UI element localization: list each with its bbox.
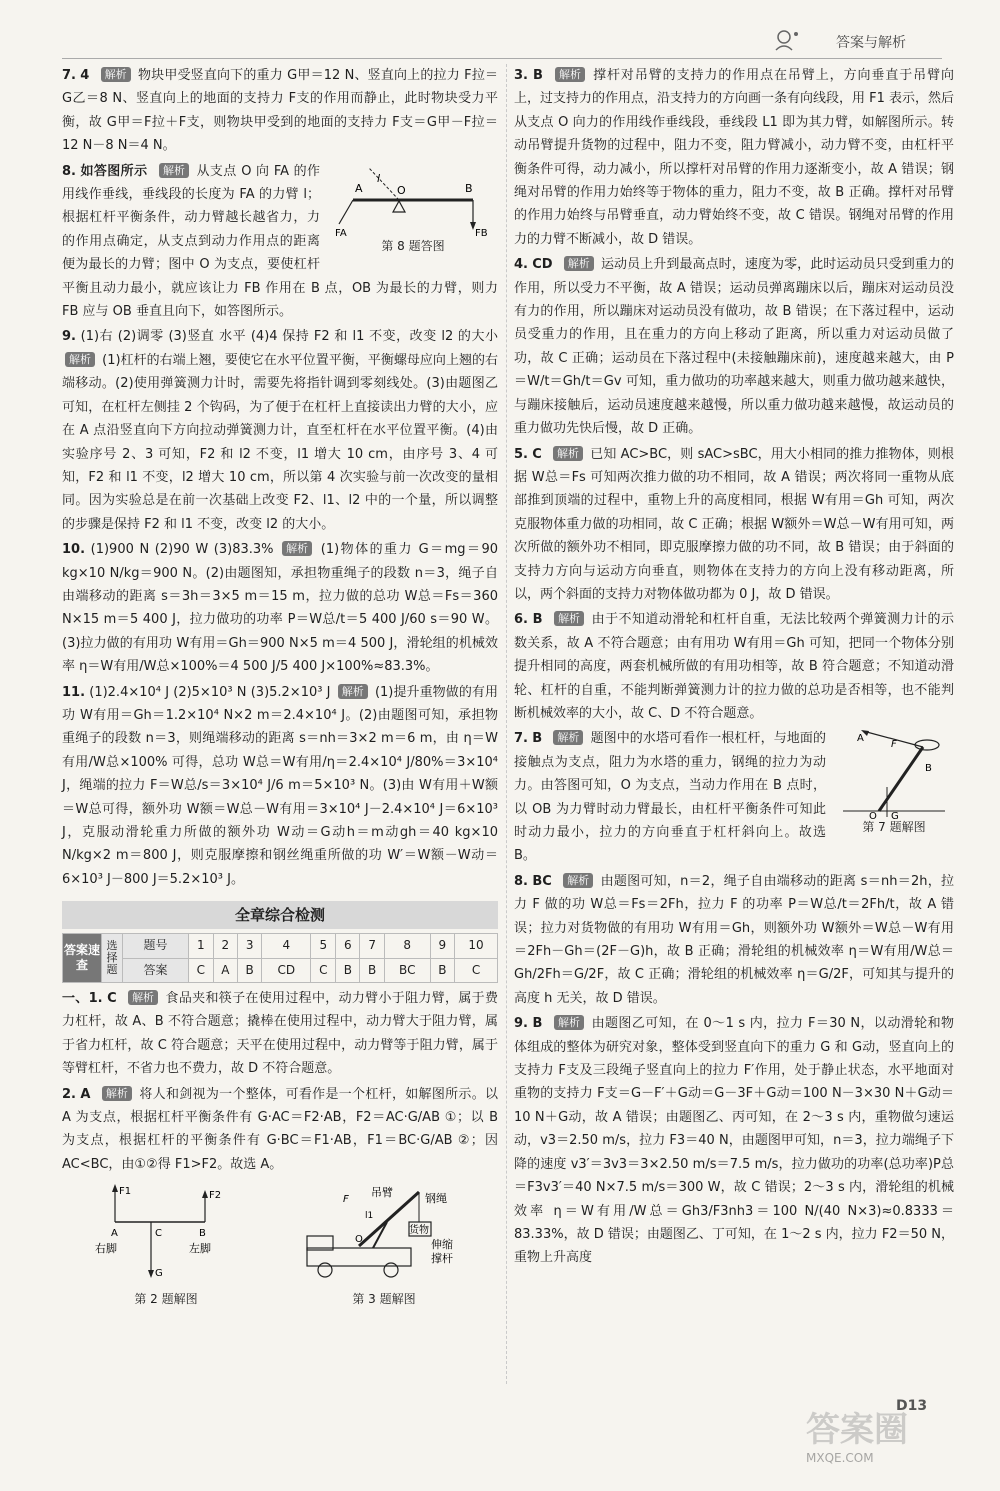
- reader-icon: [772, 28, 812, 52]
- svg-text:右脚: 右脚: [95, 1242, 117, 1256]
- cell-answer: B: [360, 958, 384, 982]
- answer-text: (1)2.4×10⁴ J (2)5×10³ N (3)5.2×10³ J: [89, 684, 331, 700]
- question-number: 8.: [62, 163, 76, 179]
- fulcrum-icon: [393, 201, 405, 212]
- cell-number: 3: [237, 934, 261, 958]
- answer-text: C: [107, 991, 117, 1007]
- question-number: 8.: [514, 873, 528, 889]
- svg-text:B: B: [925, 763, 932, 775]
- svg-text:O: O: [869, 811, 877, 820]
- analysis-text: 由于不知道动滑轮和杠杆自重，无法比较两个弹簧测力计的示数关系，故 A 不符合题意；由有用功 W有用＝Gh 可知，把同一个物体分别提升相同的高度，两套机械所做的有用功相等，故 B 符合题意；不知道动滑轮、杠杆的自重，不能判断弹簧测力计的拉力做的总功是否相等，也不能判断机械效率的大小，故 C、D 不符合题意。: [514, 612, 954, 721]
- answer-text: B: [532, 731, 543, 747]
- cell-answer: B: [237, 958, 261, 982]
- left-column: [62, 64, 498, 1307]
- analysis-text: (1)杠杆的右端上翘，要使它在水平位置平衡，平衡螺母应向上翘的右端移动。(2)使用弹簧测力计时，需要先将指针调到零刻线处。(3)由题图乙可知，在杠杆左侧挂 2 个钩码，为了便于在杠杆上直接读出力臂的大小，应在 A 点沿竖直向下方向拉动弹簧测力计，直至杠杆在水平位置平衡。(4)由实验序号 2、3 可知，F2 和 l2 不变，l1 增大 10 cm，由序号 3、4 可知，F2 和 l1 不变，l2 增大 10 cm，所以第 4 次实验与前一次改变的量相同。因为实验总是在前一次基础上改变 F2、l1、l2 中的一个量，所以调整的步骤是保持 F2 和 l1 不变，改变 l2 的大小。: [62, 352, 498, 532]
- question-number: 6.: [514, 612, 528, 628]
- question-number: 2.: [62, 1086, 76, 1102]
- question-number: 5.: [514, 446, 528, 462]
- svg-text:C: C: [155, 1228, 162, 1240]
- label-fa: FA: [335, 227, 347, 238]
- answer-text: C: [532, 446, 542, 462]
- analysis-text: 由题图可知，n＝2，绳子自由端移动的距离 s＝nh＝2h，拉力 F 做的功 W总＝Fs＝2Fh，拉力 F 的功率 P＝W总/t＝2Fh/t，故 A 错误；拉力对货物做的有用功 W有用＝Gh，则额外功 W额外＝W总－W有用＝2Fh－Gh＝(2F－G)h，故 B 正确；滑轮组的机械效率 η＝W有用/W总＝Gh/2Fh＝G/2F，故 C 正确；滑轮组的机械效率 η＝G/2F，可知其与提升的高度 h 无关，故 D 错误。: [514, 873, 954, 1006]
- answer-item-r9: [514, 1012, 954, 1269]
- analysis-text: 物块甲受竖直向下的重力 G甲＝12 N、竖直向上的拉力 F拉＝G乙＝8 N、竖直向上的地面的支持力 F支的作用而静止，此时物块受力平衡，故 G甲＝F拉＋F支，则物块甲受到的地面的支持力 F支＝G甲－F拉＝12 N－8 N＝4 N。: [62, 68, 498, 154]
- analysis-tag: 解析: [282, 541, 312, 556]
- figure-caption: 第 8 题答图: [381, 238, 445, 253]
- answer-text: 4: [80, 68, 90, 83]
- answer-text: B: [532, 1016, 543, 1032]
- analysis-tag: 解析: [564, 256, 594, 271]
- svg-text:G: G: [891, 811, 899, 820]
- cell-answer: B: [336, 958, 360, 982]
- analysis-text: (1)提升重物做的有用功 W有用＝Gh＝1.2×10⁴ N×2 m＝2.4×10⁴ J。(2)由题图可知，承担物重绳子的段数 n＝3，则绳端移动的距离 s＝nh＝3×2 m＝6 m，由 η＝W有用/W总×100% 可得，总功 W总＝W有用/η＝2.4×10⁴ J/80%＝3×10⁴ J，绳端的拉力 F＝W总/s＝3×10⁴ J/6 m＝5×10³ N。(3)由 W有用＋W额＝W总可得，额外功 W额＝W总－W有用＝3×10⁴ J－2.4×10⁴ J＝6×10³ J，克服动滑轮重力所做的额外功 W动＝G动h＝m动gh＝40 kg×10 N/kg×2 m＝800 J，则克服摩擦和钢丝绳重所做的功 W′＝W额－W动＝6×10³ J－800 J＝5.2×10³ J。: [62, 684, 499, 887]
- cell-number: 6: [336, 934, 360, 958]
- analysis-tag: 解析: [338, 684, 368, 699]
- cell-answer: A: [213, 958, 237, 982]
- cell-answer: C: [455, 958, 498, 982]
- svg-text:伸缩: 伸缩: [431, 1238, 453, 1252]
- answer-item-r7: [514, 727, 954, 867]
- answer-text: B: [532, 612, 543, 628]
- question-type-label: 选择题: [102, 934, 123, 983]
- cell-number: 2: [213, 934, 237, 958]
- cell-number: 5: [311, 934, 336, 958]
- label-o: O: [397, 183, 406, 197]
- cell-number: 4: [262, 934, 311, 958]
- arrow-icon: [112, 1184, 118, 1192]
- tank-icon: [915, 740, 939, 750]
- figure-7: [834, 727, 954, 835]
- question-number: 9.: [62, 329, 76, 345]
- crane-diagram: [299, 1182, 469, 1282]
- answer-text: CD: [532, 257, 553, 273]
- answer-text: A: [80, 1086, 91, 1102]
- answer-item-10: [62, 538, 498, 678]
- cell-answer: C: [311, 958, 336, 982]
- answer-item-7: [62, 64, 498, 158]
- watermark-logo: [806, 1402, 990, 1482]
- question-number: 7.: [514, 731, 528, 747]
- svg-text:货物: 货物: [409, 1225, 429, 1237]
- figure-3: [299, 1182, 469, 1306]
- label-b: B: [465, 181, 473, 195]
- row-label-answer: 答案: [123, 958, 189, 982]
- cell-number: 7: [360, 934, 384, 958]
- analysis-text: 由题图乙可知，在 0～1 s 内，拉力 F＝30 N，以动滑轮和物体组成的整体为研究对象，整体受到竖直向下的重力 G 和 G动，竖直向上的支持力 F支及三段绳子竖直向上的拉力 F′作用，处于静止状态，水平地面对重物的支持力 F支＝G－F′＋G动＝G－3F＋G动＝100 N－3×30 N＋G动＝10 N＋G动，故 A 错误；由题图乙、丙可知，在 2～3 s 内，重物做匀速运动，v3＝2.50 m/s，拉力 F3＝40 N，由题图甲可知，n＝3，拉力端绳子下降的速度 v3′＝3v3＝3×2.50 m/s＝7.5 m/s，拉力做功的功率(总功率)P总＝F3v3′＝40 N×7.5 m/s＝300 W，故 C 错误；2～3 s 内，滑轮组的机械效率 η＝W有用/W总＝Gh3/F3nh3＝100 N/(40 N×3)≈0.8333＝83.33%，故 D 错误；由题图乙、丁可知，在 1～2 s 内，拉力 F2＝50 N，重物上升高度: [514, 1016, 955, 1266]
- figure-8: [328, 160, 498, 254]
- answer-text: BC: [532, 873, 552, 889]
- analysis-tag: 解析: [553, 730, 583, 745]
- analysis-tag: 解析: [159, 163, 189, 178]
- analysis-text: 食品夹和筷子在使用过程中，动力臂小于阻力臂，属于费力杠杆，故 A、B 不符合题意；撬棒在使用过程中，动力臂大于阻力臂，属于省力杠杆，故 C 符合题意；天平在使用过程中，动力臂等于阻力臂，属于等臂杠杆，不省力也不费力，故 D 不符合题意。: [62, 991, 498, 1077]
- lever-diagram: [333, 160, 493, 238]
- column-divider: [506, 64, 507, 1384]
- svg-text:F: F: [891, 739, 897, 751]
- watermark-logo-text: 答案圈: [806, 1410, 908, 1450]
- svg-text:F2: F2: [209, 1190, 222, 1202]
- answer-item-r3: [514, 64, 954, 251]
- analysis-text: 题图中的水塔可看作一根杠杆，与地面的接触点为支点，阻力为水塔的重力，钢绳的拉力为动力。由答图可知，O 为支点，当动力作用在 B 点时，以 OB 为力臂时动力臂最长，由杠杆平衡条件可知此时动力最小，拉力的方向垂直于杠杆斜向上。故选 B。: [514, 731, 826, 864]
- answer-text: (1)右 (2)调零 (3)竖直 水平 (4)4 保持 F2 和 l1 不变，改变 l2 的大小: [80, 329, 498, 345]
- question-number: 一、1.: [62, 991, 103, 1007]
- svg-text:B: B: [199, 1228, 206, 1240]
- analysis-text: 从支点 O 向 FA 的作用线作垂线，垂线段的长度为 FA 的力臂 l；根据杠杆平衡条件，动力臂越长越省力，力的作用点确定，从支点到动力作用点的距离便为最长的力臂；图中 O 为支点，要使杠杆平衡且动力最小，就应该让力 FB 作用在 B 点，OB 为最长的力臂，则力 FB 应与 OB 垂直且向下，如答图所示。: [62, 163, 498, 320]
- right-column: [514, 64, 954, 1272]
- analysis-tag: 解析: [554, 1015, 584, 1030]
- analysis-tag: 解析: [555, 67, 585, 82]
- analysis-tag: 解析: [553, 446, 583, 461]
- header-rule: [62, 58, 942, 59]
- figure-2: [91, 1182, 241, 1306]
- answer-text: (1)900 N (2)90 W (3)83.3%: [90, 542, 274, 558]
- figure-caption: 第 7 题解图: [862, 820, 926, 835]
- analysis-tag: 解析: [563, 873, 593, 888]
- answer-item-b1: [62, 987, 498, 1081]
- svg-text:A: A: [111, 1228, 118, 1240]
- sword-lever-diagram: [91, 1182, 241, 1282]
- answer-text: B: [533, 68, 543, 83]
- analysis-tag: 解析: [102, 1086, 132, 1101]
- question-number: 4.: [514, 257, 528, 273]
- wheel-icon: [384, 1263, 398, 1277]
- svg-text:钢绳: 钢绳: [425, 1192, 447, 1206]
- cell-number: 10: [455, 934, 498, 958]
- cell-answer: CD: [262, 958, 311, 982]
- answer-item-r6: [514, 608, 954, 725]
- question-number: 11.: [62, 684, 86, 700]
- answer-item-r8: [514, 870, 954, 1010]
- figure-caption: 第 3 题解图: [352, 1291, 416, 1306]
- tower-lever: [879, 747, 923, 811]
- cell-number: 8: [384, 934, 430, 958]
- answer-item-9: [62, 325, 498, 536]
- svg-text:A: A: [857, 733, 864, 745]
- label-fb: FB: [475, 227, 488, 238]
- answer-item-11: [62, 681, 498, 892]
- question-number: 3.: [514, 68, 528, 83]
- question-number: 10.: [62, 542, 86, 558]
- arrow-icon: [148, 1270, 154, 1278]
- answer-item-r5: [514, 443, 954, 607]
- label-a: A: [355, 181, 363, 195]
- label-l: l: [377, 171, 381, 185]
- cell-number: 1: [188, 934, 213, 958]
- cell-answer: BC: [384, 958, 430, 982]
- svg-text:吊臂: 吊臂: [371, 1186, 393, 1200]
- cell-answer: B: [430, 958, 454, 982]
- svg-text:l1: l1: [365, 1211, 374, 1222]
- water-tower-diagram: [839, 727, 949, 819]
- svg-text:O: O: [355, 1234, 363, 1246]
- answer-item-b2: [62, 1083, 498, 1177]
- analysis-tag: 解析: [65, 352, 95, 367]
- svg-text:左脚: 左脚: [189, 1242, 211, 1256]
- cell-number: 9: [430, 934, 454, 958]
- arm-line: [369, 168, 399, 200]
- svg-text:F: F: [343, 1194, 349, 1206]
- quick-answer-table: [62, 933, 498, 983]
- cell-answer: C: [188, 958, 213, 982]
- force-fa-line: [339, 200, 353, 224]
- analysis-text: 将人和剑视为一个整体，可看作是一个杠杆，如解图所示。以 A 为支点，根据杠杆平衡条件有 G·AC＝F2·AB，F2＝AC·G/AB ①；以 B 为支点，根据杠杆的平衡条件有 G·BC＝F1·AB，F1＝BC·G/AB ②；因 AC<BC，由①②得 F1>F2。故选 A。: [62, 1086, 498, 1172]
- svg-text:撑杆: 撑杆: [431, 1252, 453, 1266]
- question-number: 7.: [62, 68, 76, 83]
- answer-text: 如答图所示: [80, 163, 148, 179]
- page-number: D13: [896, 1398, 928, 1414]
- quick-answer-label: 答案速查: [63, 934, 102, 983]
- row-label-number: 题号: [123, 934, 189, 958]
- analysis-tag: 解析: [101, 67, 131, 82]
- question-number: 9.: [514, 1016, 528, 1032]
- arrow-icon: [202, 1190, 208, 1198]
- header-title: 答案与解析: [836, 35, 906, 51]
- analysis-tag: 解析: [554, 611, 584, 626]
- svg-text:F1: F1: [119, 1186, 132, 1198]
- analysis-tag: 解析: [128, 990, 158, 1005]
- bottom-figures: [62, 1182, 498, 1306]
- analysis-text: 运动员上升到最高点时，速度为零，此时运动员只受到重力的作用，所以受力不平衡，故 A 错误；运动员弹离蹦床以后，蹦床对运动员没有力的作用，所以蹦床对运动员没有做功，故 B 错误；在下落过程中，运动员受重力的作用，且在重力的方向上移动了距离，所以重力对运动员做了功，故 C 正确；运动员在下落过程中(未接触蹦床前)，速度越来越大，由 P＝W/t＝Gh/t＝Gv 可知，重力做功的功率越来越大，则重力做功越来越快，与蹦床接触后，运动员速度越来越慢，所以重力做功越来越慢，故运动员的重力做功先快后慢，故 D 正确。: [514, 257, 954, 437]
- svg-text:G: G: [155, 1268, 163, 1280]
- watermark-url: MXQE.COM: [806, 1451, 874, 1465]
- wheel-icon: [318, 1263, 332, 1277]
- analysis-text: 撑杆对吊臂的支持力的作用点在吊臂上，方向垂直于吊臂向上，过支持力的作用点，沿支持力的方向画一条有向线段，用 F1 表示，然后从支点 O 向力的作用线作垂线段，垂线段 L1 即为其力臂，如解图所示。转动吊臂提升货物的过程中，阻力不变，阻力臂减小，动力臂不变，由杠杆平衡条件可得，动力减小，所以撑杆对吊臂的作用力逐渐变小，故 A 错误；钢绳对吊臂的作用力始终等于物体的重力，阻力不变，故 B 正确。撑杆对吊臂的作用力始终与吊臂垂直，动力臂始终不变，故 C 错误。钢绳对吊臂的作用力的力臂不断减小，故 D 错误。: [514, 68, 955, 247]
- analysis-text: 已知 AC>BC，则 sAC>sBC，用大小相同的推力推物体，则根据 W总＝Fs 可知两次推力做的功不相同，故 A 错误；两次将同一重物从底部推到顶端的过程中，重物上升的高度相同，根据 W有用＝Gh 可知，两次克服物体重力做的功相同，故 C 正确；根据 W额外＝W总－W有用可知，两次所做的额外功不相同，即克服摩擦力做的功不同，故 B 错误；由于斜面的支持力方向与运动方向垂直，则物体在支持力的方向上没有移动距离，所以，两个斜面的支持力对物体做功都为 0 J，故 D 错误。: [514, 446, 954, 602]
- answer-item-r4: [514, 253, 954, 440]
- figure-caption: 第 2 题解图: [134, 1291, 198, 1306]
- answer-item-8: [62, 160, 498, 324]
- section-title: 全章综合检测: [62, 901, 498, 929]
- analysis-text: (1)物体的重力 G＝mg＝90 kg×10 N/kg＝900 N。(2)由题图知，承担物重绳子的段数 n＝3，绳子自由端移动的距离 s＝3h＝3×5 m＝15 m，拉力做的总功 W总＝Fs＝360 N×15 m＝5 400 J，拉力做功的功率 P＝W总/t＝5 400 J/60 s＝90 W。(3)拉力做的有用功 W有用＝Gh＝900 N×5 m＝4 500 J，滑轮组的机械效率 η＝W有用/W总×100%＝4 500 J/5 400 J×100%≈83.3%。: [62, 542, 498, 675]
